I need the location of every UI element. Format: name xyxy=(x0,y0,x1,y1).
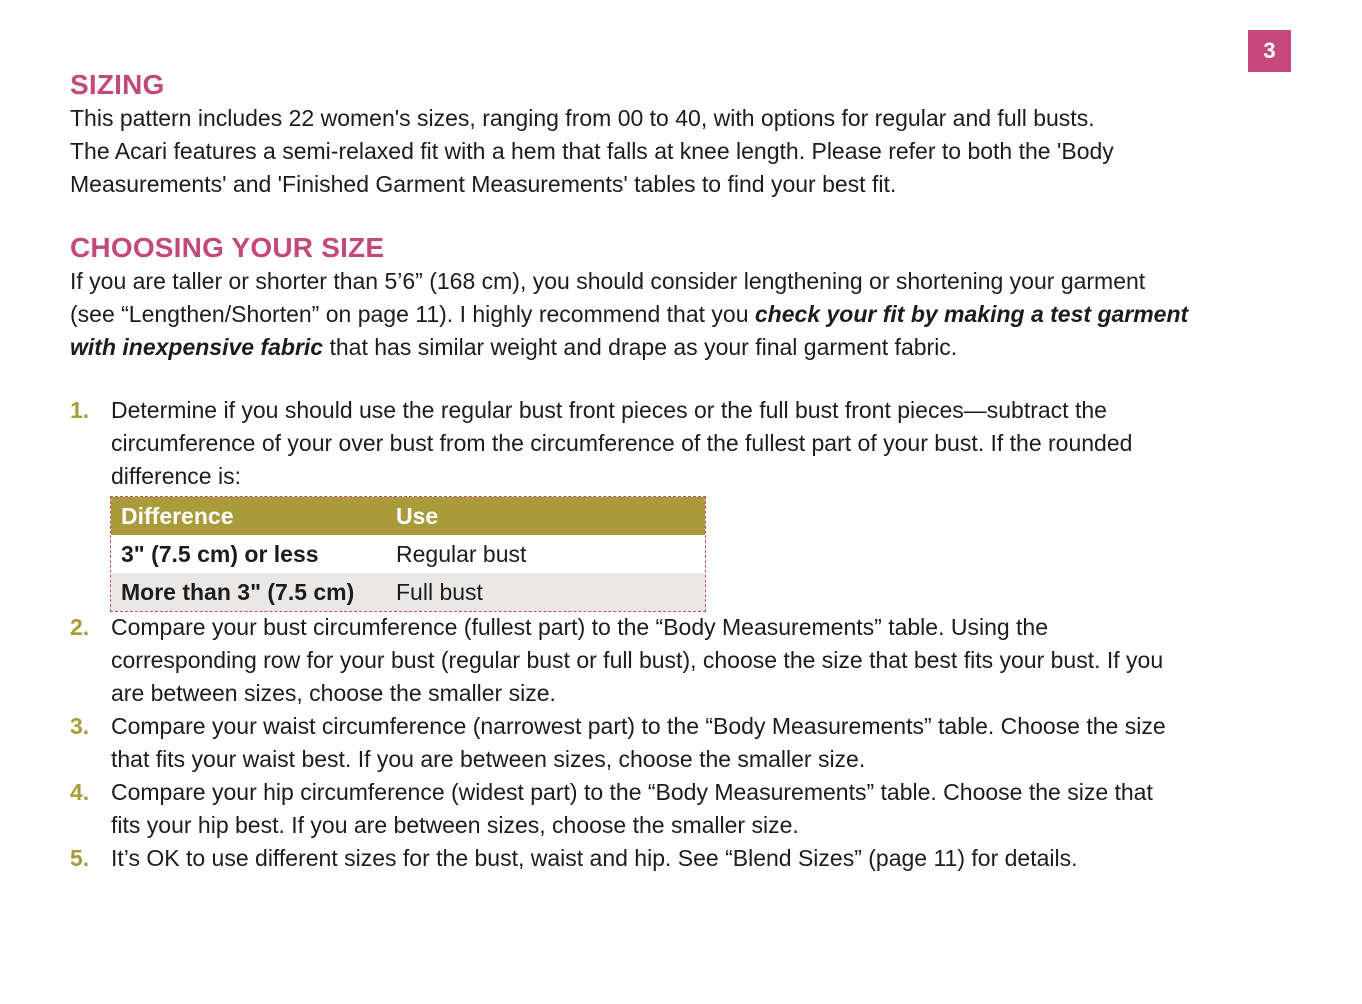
page-number: 3 xyxy=(1248,30,1291,72)
sizing-line: This pattern includes 22 women's sizes, ranging from 00 to 40, with options for regular and full busts. xyxy=(70,105,1095,131)
step-line: It’s OK to use different sizes for the bust, waist and hip. See “Blend Sizes” (page 11) for details. xyxy=(111,845,1078,871)
table-header-cell: Difference xyxy=(111,497,386,535)
table-cell: Regular bust xyxy=(396,540,527,567)
step-number: 4. xyxy=(70,779,90,805)
step-line: fits your hip best. If you are between sizes, choose the smaller size. xyxy=(111,812,799,838)
choosing-line: (see “Lengthen/Shorten” on page 11). I highly recommend that you xyxy=(70,301,755,327)
difference-table xyxy=(111,497,705,611)
table-cell: 3" (7.5 cm) or less xyxy=(121,540,319,567)
table-row xyxy=(111,573,705,611)
steps-list xyxy=(70,394,1300,875)
step-line: Compare your waist circumference (narrowest part) to the “Body Measurements” table. Choose the size xyxy=(111,713,1166,739)
table-row xyxy=(111,535,705,573)
step-line: are between sizes, choose the smaller size. xyxy=(111,680,556,706)
sizing-line: The Acari features a semi-relaxed fit with a hem that falls at knee length. Please refer to both the 'Body xyxy=(70,138,1114,164)
step-line: corresponding row for your bust (regular bust or full bust), choose the size that best fits your bust. If you xyxy=(111,647,1164,673)
step-item xyxy=(70,842,1300,875)
step-line: difference is: xyxy=(111,463,241,489)
table-cell: Full bust xyxy=(386,573,705,611)
step-item xyxy=(70,611,1300,710)
step-number: 2. xyxy=(70,614,90,640)
step-item xyxy=(70,394,1300,611)
choosing-emphasis: check your fit by making a test garment xyxy=(754,301,1189,327)
step-item xyxy=(70,710,1300,776)
table-cell: More than 3" (7.5 cm) xyxy=(111,573,386,611)
sizing-line: Measurements' and 'Finished Garment Measurements' tables to find your best fit. xyxy=(70,171,897,197)
choosing-line: that has similar weight and drape as your final garment fabric. xyxy=(323,334,958,360)
table-header-cell: Use xyxy=(386,497,705,535)
step-line: that fits your waist best. If you are between sizes, choose the smaller size. xyxy=(111,746,866,772)
step-line: circumference of your over bust from the circumference of the fullest part of your bust. If the rounded xyxy=(111,430,1133,456)
step-number: 3. xyxy=(70,713,90,739)
page-content xyxy=(70,68,1300,875)
step-line: Compare your hip circumference (widest part) to the “Body Measurements” table. Choose the size that xyxy=(111,779,1153,805)
choosing-heading: CHOOSING YOUR SIZE xyxy=(70,232,385,263)
step-number: 5. xyxy=(70,845,90,871)
sizing-paragraph xyxy=(70,102,1300,201)
step-number: 1. xyxy=(70,397,90,423)
table-header-row xyxy=(111,497,705,535)
step-line: Compare your bust circumference (fullest part) to the “Body Measurements” table. Using the xyxy=(111,614,1049,640)
choosing-emphasis: with inexpensive fabric xyxy=(70,334,324,360)
step-item xyxy=(70,776,1300,842)
choosing-line: If you are taller or shorter than 5’6” (168 cm), you should consider lengthening or shortening your garment xyxy=(70,268,1146,294)
step-line: Determine if you should use the regular bust front pieces or the full bust front pieces—subtract the xyxy=(111,397,1107,423)
choosing-paragraph xyxy=(70,265,1300,364)
sizing-heading: SIZING xyxy=(70,69,165,100)
